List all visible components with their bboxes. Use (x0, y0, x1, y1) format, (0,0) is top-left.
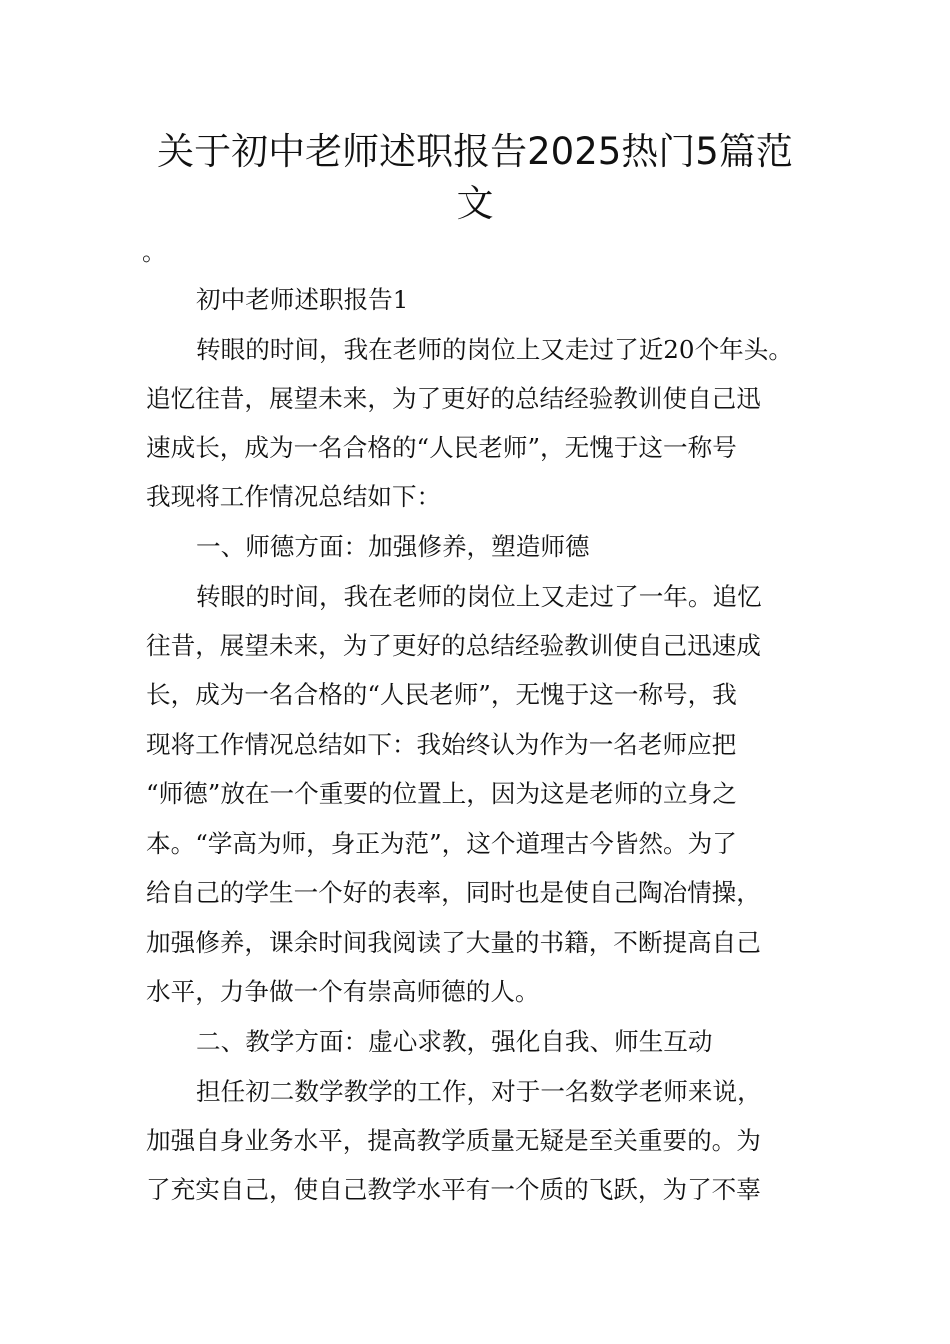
paragraph-line: 追忆往昔，展望未来，为了更好的总结经验教训使自己迅 (146, 384, 761, 413)
paragraph-line: “师德”放在一个重要的位置上，因为这是老师的立身之 (146, 779, 737, 808)
section-heading-ethics: 一、师德方面：加强修养，塑造师德 (196, 532, 590, 561)
title-line-2: 文 (456, 182, 494, 225)
document-title (120, 126, 830, 230)
paragraph-line: 给自己的学生一个好的表率，同时也是使自己陶冶情操， (146, 878, 761, 907)
paragraph-line: 本。“学高为师，身正为范”，这个道理古今皆然。为了 (146, 829, 737, 858)
paragraph-line: 加强自身业务水平，提高教学质量无疑是至关重要的。为 (146, 1126, 761, 1155)
paragraph-line: 速成长，成为一名合格的“人民老师”，无愧于这一称号 (146, 433, 737, 462)
paragraph-line: 了充实自己，使自己教学水平有一个质的飞跃，为了不辜 (146, 1175, 761, 1204)
section-heading-teaching: 二、教学方面：虚心求教，强化自我、师生互动 (196, 1027, 713, 1056)
paragraph-line: 担任初二数学教学的工作，对于一名数学老师来说， (196, 1077, 762, 1106)
section-heading-report-1: 初中老师述职报告1 (196, 285, 409, 314)
paragraph-line: 现将工作情况总结如下：我始终认为作为一名老师应把 (146, 730, 737, 759)
paragraph-line: 我现将工作情况总结如下： (146, 482, 442, 511)
paragraph-line: 长，成为一名合格的“人民老师”，无愧于这一称号，我 (146, 680, 737, 709)
paragraph-line: 水平，力争做一个有崇高师德的人。 (146, 977, 540, 1006)
paragraph-line: 转眼的时间，我在老师的岗位上又走过了一年。追忆 (196, 582, 762, 611)
title-line-1: 关于初中老师述职报告2025热门5篇范 (157, 130, 793, 173)
leading-mark: 。 (142, 238, 166, 266)
paragraph-line: 往昔，展望未来，为了更好的总结经验教训使自己迅速成 (146, 631, 761, 660)
paragraph-line: 转眼的时间，我在老师的岗位上又走过了近20个年头。 (196, 335, 793, 364)
paragraph-line: 加强修养，课余时间我阅读了大量的书籍，不断提高自己 (146, 928, 761, 957)
